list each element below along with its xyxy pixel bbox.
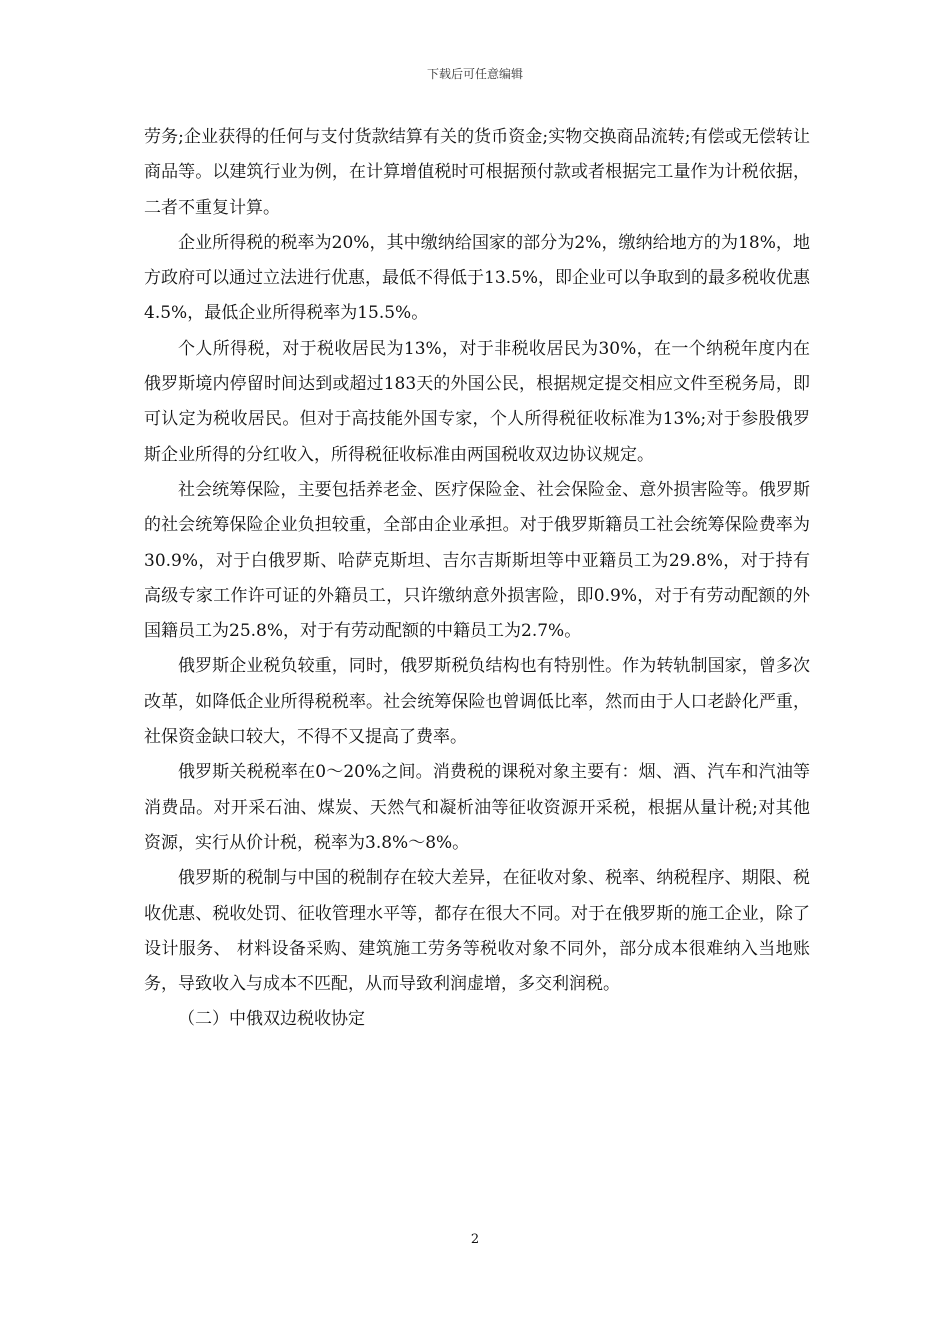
paragraph-tax-burden: 俄罗斯企业税负较重，同时，俄罗斯税负结构也有特别性。作为转轨制国家，曾多次改革，如降低企业所得税税率。社会统筹保险也曾调低比率，然而由于人口老龄化严重，社保资金缺口较大，不得不又提高了费率。 [144, 656, 810, 748]
page-number: 2 [470, 1232, 480, 1247]
page-header: 下载后可任意编辑 [426, 67, 523, 81]
section-heading: （二）中俄双边税收协定 [178, 1009, 365, 1030]
paragraph-customs-duty: 俄罗斯关税税率在0～20%之间。消费税的课税对象主要有：烟、酒、汽车和汽油等消费品。对开采石油、煤炭、天然气和凝析油等征收资源开采税，根据从量计税;对其他资源，实行从价计税，税率为3.8%～8%。 [144, 762, 810, 853]
paragraph-social-insurance: 社会统筹保险，主要包括养老金、医疗保险金、社会保险金、意外损害险等。俄罗斯的社会统筹保险企业负担较重，全部由企业承担。对于俄罗斯籍员工社会统筹保险费率为30.9%，对于白俄罗斯、哈萨克斯坦、吉尔吉斯斯坦等中亚籍员工为29.8%，对于持有高级专家工作许可证的外籍员工，只许缴纳意外损害险，即0.9%，对于有劳动配额的外国籍员工为25.8%，对于有劳动配额的中籍员工为2.7%。 [144, 479, 810, 642]
paragraph-corporate-income-tax: 企业所得税的税率为20%，其中缴纳给国家的部分为2%，缴纳给地方的为18%，地方政府可以通过立法进行优惠，最低不得低于13.5%，即企业可以争取到的最多税收优惠4.5%，最低企业所得税率为15.5%。 [144, 232, 811, 324]
paragraph-personal-income-tax: 个人所得税，对于税收居民为13%，对于非税收居民为30%，在一个纳税年度内在俄罗斯境内停留时间达到或超过183天的外国公民，根据规定提交相应文件至税务局，即可认定为税收居民。但对于高技能外国专家，个人所得税征收标准为13%;对于参股俄罗斯企业所得的分红收入，所得税征收标准由两国税收双边协议规定。 [144, 338, 810, 465]
paragraph-continuation: 劳务;企业获得的任何与支付货款结算有关的货币资金;实物交换商品流转;有偿或无偿转让商品等。以建筑行业为例，在计算增值税时可根据预付款或者根据完工量作为计税依据，二者不重复计算。 [144, 127, 810, 218]
document-body [144, 120, 810, 1038]
paragraph-tax-system-differences: 俄罗斯的税制与中国的税制存在较大差异，在征收对象、税率、纳税程序、期限、税收优惠、税收处罚、征收管理水平等，都存在很大不同。对于在俄罗斯的施工企业，除了设计服务、 材料设备采购、建筑施工劳务等税收对象不同外，部分成本很难纳入当地账务，导致收入与成本不匹配，从而导致利润虚增，多交利润税。 [144, 868, 810, 995]
